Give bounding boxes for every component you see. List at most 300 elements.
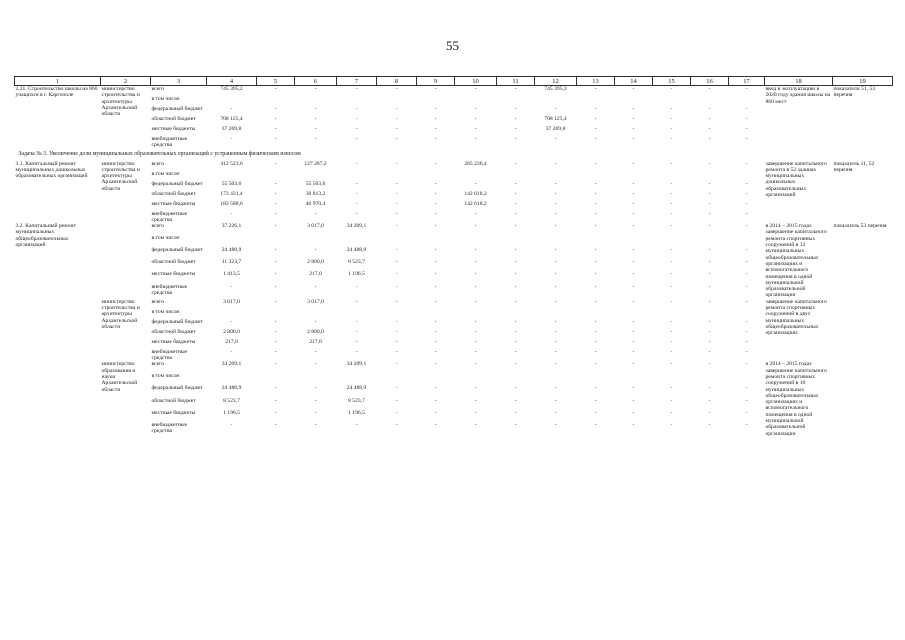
amount-cell: -: [474, 283, 477, 290]
amount-cell: 37 226,1: [221, 223, 242, 230]
amount-cell: -: [434, 259, 437, 266]
amount-cell: -: [554, 361, 557, 368]
column-number-14: 14: [615, 77, 653, 86]
amount-cell: 217,0: [309, 338, 322, 345]
amount-cell: -: [474, 421, 477, 428]
amount-cell: -: [745, 180, 748, 187]
amount-cell: 24 488,9: [221, 385, 242, 392]
amount-cell: -: [395, 126, 398, 132]
amount-cell: [615, 96, 653, 106]
funding-source: всего: [151, 86, 165, 92]
amount-cell: -: [594, 106, 597, 112]
amount-cell: -: [314, 421, 317, 428]
funding-source: областной бюджет: [151, 116, 196, 122]
funding-source: областной бюджет: [151, 328, 196, 335]
indicator-reference: [833, 299, 893, 362]
amount-cell: [577, 235, 615, 247]
funding-source: федеральный бюджет: [151, 247, 203, 254]
amount-cell: -: [632, 210, 635, 217]
amount-cell: [455, 373, 497, 385]
amount-cell: -: [670, 328, 673, 335]
amount-cell: [729, 235, 765, 247]
amount-cell: [497, 373, 535, 385]
amount-cell: -: [594, 421, 597, 428]
amount-cell: 217,0: [225, 338, 238, 345]
amount-cell: -: [708, 271, 711, 278]
measure-name: 3.2. Капитальный ремонт муниципальных общеобразовательных организаций: [15, 223, 76, 249]
amount-cell: -: [474, 385, 477, 392]
amount-cell: -: [395, 200, 398, 207]
amount-cell: 37 269,8: [545, 126, 566, 132]
amount-cell: -: [355, 106, 358, 112]
amount-cell: -: [434, 283, 437, 290]
amount-cell: -: [434, 298, 437, 305]
amount-cell: -: [708, 106, 711, 112]
amount-cell: -: [514, 136, 517, 142]
amount-cell: [615, 373, 653, 385]
amount-cell: -: [355, 421, 358, 428]
amount-cell: -: [708, 338, 711, 345]
amount-cell: -: [514, 106, 517, 112]
amount-cell: -: [745, 86, 748, 92]
amount-cell: [615, 171, 653, 181]
amount-cell: [207, 96, 257, 106]
amount-cell: -: [274, 338, 277, 345]
amount-cell: -: [670, 348, 673, 355]
amount-cell: -: [745, 116, 748, 122]
amount-cell: -: [514, 338, 517, 345]
amount-cell: -: [670, 223, 673, 230]
amount-cell: 183 588,6: [220, 200, 243, 207]
amount-cell: [615, 235, 653, 247]
amount-cell: 1 196,5: [348, 409, 365, 416]
amount-cell: -: [434, 247, 437, 254]
table-row: [15, 361, 893, 373]
amount-cell: [653, 235, 691, 247]
amount-cell: -: [514, 298, 517, 305]
budget-table-wrapper: [14, 76, 892, 437]
amount-cell: 34 209,1: [346, 361, 367, 368]
amount-cell: -: [514, 190, 517, 197]
amount-cell: -: [395, 338, 398, 345]
amount-cell: 8 523,7: [348, 259, 365, 266]
amount-cell: -: [554, 259, 557, 266]
amount-cell: [535, 235, 577, 247]
amount-cell: -: [395, 318, 398, 325]
amount-cell: -: [434, 318, 437, 325]
amount-cell: 2 800,0: [307, 259, 324, 266]
amount-cell: -: [355, 126, 358, 132]
amount-cell: [295, 235, 337, 247]
amount-cell: -: [395, 106, 398, 112]
amount-cell: -: [474, 338, 477, 345]
column-number-17: 17: [729, 77, 765, 86]
amount-cell: -: [395, 348, 398, 355]
amount-cell: -: [395, 361, 398, 368]
amount-cell: [497, 96, 535, 106]
amount-cell: 285 236,4: [464, 160, 487, 167]
amount-cell: -: [230, 318, 233, 325]
amount-cell: 142 618,2: [464, 190, 487, 197]
amount-cell: [535, 373, 577, 385]
amount-cell: [455, 96, 497, 106]
amount-cell: -: [474, 116, 477, 122]
amount-cell: -: [554, 200, 557, 207]
amount-cell: 40 970,4: [305, 200, 326, 207]
amount-cell: 708 125,4: [220, 116, 243, 122]
column-number-16: 16: [691, 77, 729, 86]
amount-cell: -: [594, 361, 597, 368]
amount-cell: -: [514, 348, 517, 355]
amount-cell: -: [708, 126, 711, 132]
amount-cell: -: [355, 180, 358, 187]
amount-cell: -: [355, 298, 358, 305]
amount-cell: 142 618,2: [464, 200, 487, 207]
funding-source: внебюджетные средства: [151, 348, 188, 362]
amount-cell: -: [514, 180, 517, 187]
amount-cell: -: [314, 318, 317, 325]
amount-cell: 24 488,9: [346, 385, 367, 392]
amount-cell: -: [395, 223, 398, 230]
amount-cell: -: [708, 318, 711, 325]
amount-cell: -: [594, 271, 597, 278]
expected-result: завершение капитального ремонта в 52 зданиях муниципальных дошкольных образовательных организаций: [765, 160, 827, 199]
amount-cell: [497, 171, 535, 181]
amount-cell: -: [670, 190, 673, 197]
funding-source: в том числе:: [151, 235, 181, 242]
amount-cell: -: [230, 283, 233, 290]
amount-cell: -: [594, 247, 597, 254]
amount-cell: [257, 96, 295, 106]
amount-cell: -: [474, 106, 477, 112]
amount-cell: -: [670, 298, 673, 305]
amount-cell: -: [745, 160, 748, 167]
amount-cell: -: [632, 421, 635, 428]
indicator-reference: показатели 51, 53 перечня: [833, 86, 876, 99]
amount-cell: -: [632, 136, 635, 142]
amount-cell: -: [274, 126, 277, 132]
amount-cell: -: [314, 361, 317, 368]
amount-cell: -: [708, 190, 711, 197]
amount-cell: -: [514, 210, 517, 217]
amount-cell: -: [708, 259, 711, 266]
amount-cell: [455, 309, 497, 319]
amount-cell: -: [632, 190, 635, 197]
amount-cell: -: [514, 271, 517, 278]
amount-cell: -: [594, 409, 597, 416]
amount-cell: [691, 96, 729, 106]
amount-cell: [577, 96, 615, 106]
amount-cell: -: [434, 385, 437, 392]
amount-cell: -: [274, 223, 277, 230]
amount-cell: -: [554, 338, 557, 345]
amount-cell: -: [314, 283, 317, 290]
amount-cell: -: [745, 106, 748, 112]
amount-cell: [377, 96, 417, 106]
amount-cell: -: [434, 348, 437, 355]
amount-cell: -: [274, 210, 277, 217]
amount-cell: 3 017,0: [307, 298, 324, 305]
column-number-6: 6: [295, 77, 337, 86]
amount-cell: 1 413,5: [223, 271, 240, 278]
amount-cell: -: [434, 86, 437, 92]
amount-cell: -: [594, 116, 597, 122]
amount-cell: -: [355, 348, 358, 355]
funding-source: в том числе:: [151, 170, 181, 177]
amount-cell: -: [745, 298, 748, 305]
amount-cell: -: [708, 348, 711, 355]
amount-cell: [337, 235, 377, 247]
amount-cell: -: [314, 397, 317, 404]
amount-cell: 1 196,5: [223, 409, 240, 416]
funding-source: в том числе:: [151, 308, 181, 315]
column-number-8: 8: [377, 77, 417, 86]
amount-cell: [337, 309, 377, 319]
amount-cell: -: [314, 136, 317, 142]
amount-cell: -: [632, 86, 635, 92]
amount-cell: -: [434, 338, 437, 345]
amount-cell: -: [594, 223, 597, 230]
column-number-row: [15, 77, 893, 86]
amount-cell: -: [554, 160, 557, 167]
amount-cell: [337, 373, 377, 385]
amount-cell: -: [745, 283, 748, 290]
amount-cell: -: [745, 259, 748, 266]
amount-cell: -: [434, 271, 437, 278]
amount-cell: [257, 373, 295, 385]
amount-cell: -: [395, 283, 398, 290]
amount-cell: -: [670, 338, 673, 345]
amount-cell: -: [670, 116, 673, 122]
amount-cell: -: [514, 318, 517, 325]
amount-cell: 3 017,0: [223, 298, 240, 305]
amount-cell: -: [594, 397, 597, 404]
amount-cell: -: [355, 283, 358, 290]
amount-cell: -: [708, 160, 711, 167]
amount-cell: -: [632, 361, 635, 368]
amount-cell: -: [274, 298, 277, 305]
amount-cell: -: [554, 318, 557, 325]
amount-cell: -: [395, 180, 398, 187]
amount-cell: -: [395, 190, 398, 197]
funding-source: внебюджетные средства: [151, 210, 188, 223]
amount-cell: -: [632, 385, 635, 392]
amount-cell: [653, 171, 691, 181]
amount-cell: [417, 235, 455, 247]
amount-cell: -: [594, 160, 597, 167]
amount-cell: 34 209,1: [221, 361, 242, 368]
amount-cell: [207, 309, 257, 319]
amount-cell: -: [745, 409, 748, 416]
amount-cell: -: [632, 318, 635, 325]
amount-cell: -: [554, 247, 557, 254]
executor: [101, 223, 151, 299]
amount-cell: -: [395, 160, 398, 167]
funding-source: внебюджетные средства: [151, 421, 188, 434]
amount-cell: -: [594, 338, 597, 345]
amount-cell: -: [632, 409, 635, 416]
amount-cell: -: [670, 361, 673, 368]
column-number-9: 9: [417, 77, 455, 86]
amount-cell: -: [514, 223, 517, 230]
amount-cell: -: [274, 271, 277, 278]
amount-cell: -: [670, 200, 673, 207]
amount-cell: -: [514, 160, 517, 167]
amount-cell: -: [745, 190, 748, 197]
task-row: [15, 149, 893, 161]
amount-cell: -: [274, 397, 277, 404]
expected-result: ввод в эксплуатацию в 2020 году здания школы на 860 мест: [765, 86, 831, 105]
amount-cell: -: [670, 421, 673, 428]
amount-cell: 30 813,2: [305, 190, 326, 197]
amount-cell: -: [355, 328, 358, 335]
amount-cell: 24 488,9: [346, 247, 367, 254]
amount-cell: -: [314, 210, 317, 217]
amount-cell: -: [514, 283, 517, 290]
amount-cell: -: [708, 210, 711, 217]
amount-cell: -: [594, 180, 597, 187]
amount-cell: -: [708, 385, 711, 392]
budget-table: [14, 76, 893, 437]
indicator-reference: показатель 11, 52 перечня: [833, 160, 875, 173]
measure-name: [15, 361, 101, 437]
amount-cell: -: [434, 361, 437, 368]
amount-cell: -: [434, 328, 437, 335]
amount-cell: -: [395, 136, 398, 142]
indicator-reference: [833, 361, 893, 437]
amount-cell: -: [395, 409, 398, 416]
amount-cell: [257, 235, 295, 247]
amount-cell: -: [594, 126, 597, 132]
amount-cell: -: [670, 385, 673, 392]
amount-cell: -: [670, 271, 673, 278]
amount-cell: [207, 235, 257, 247]
amount-cell: -: [745, 328, 748, 335]
funding-source: в том числе:: [151, 96, 181, 102]
amount-cell: 2 800,0: [223, 328, 240, 335]
amount-cell: -: [554, 180, 557, 187]
amount-cell: 11 323,7: [221, 259, 242, 266]
amount-cell: [691, 235, 729, 247]
amount-cell: -: [474, 328, 477, 335]
amount-cell: 37 269,8: [221, 126, 242, 132]
amount-cell: -: [632, 338, 635, 345]
amount-cell: -: [474, 210, 477, 217]
amount-cell: -: [514, 361, 517, 368]
amount-cell: -: [230, 106, 233, 112]
amount-cell: -: [230, 136, 233, 142]
amount-cell: [729, 96, 765, 106]
amount-cell: [207, 171, 257, 181]
amount-cell: -: [434, 136, 437, 142]
column-number-7: 7: [337, 77, 377, 86]
amount-cell: -: [708, 200, 711, 207]
amount-cell: -: [708, 328, 711, 335]
column-number-13: 13: [577, 77, 615, 86]
amount-cell: -: [434, 409, 437, 416]
amount-cell: -: [594, 385, 597, 392]
amount-cell: -: [514, 385, 517, 392]
column-number-11: 11: [497, 77, 535, 86]
amount-cell: -: [474, 223, 477, 230]
amount-cell: -: [474, 397, 477, 404]
amount-cell: -: [632, 180, 635, 187]
amount-cell: -: [594, 136, 597, 142]
amount-cell: -: [632, 247, 635, 254]
amount-cell: -: [670, 259, 673, 266]
amount-cell: 127 287,2: [304, 160, 327, 167]
amount-cell: -: [514, 116, 517, 122]
amount-cell: -: [314, 247, 317, 254]
amount-cell: -: [594, 318, 597, 325]
measure-name: 2.21. Строительство школы на 860 учащихся в г. Каргополе: [15, 86, 98, 99]
amount-cell: [729, 373, 765, 385]
amount-cell: 24 488,9: [221, 247, 242, 254]
amount-cell: -: [554, 397, 557, 404]
amount-cell: -: [554, 136, 557, 142]
amount-cell: -: [395, 328, 398, 335]
amount-cell: -: [632, 283, 635, 290]
amount-cell: 173 431,4: [220, 190, 243, 197]
amount-cell: -: [314, 385, 317, 392]
indicator-reference: показатель 53 перечня: [833, 223, 887, 230]
amount-cell: [455, 171, 497, 181]
funding-source: федеральный бюджет: [151, 385, 203, 392]
amount-cell: 34 209,1: [346, 223, 367, 230]
amount-cell: -: [395, 86, 398, 92]
amount-cell: -: [632, 298, 635, 305]
amount-cell: -: [355, 210, 358, 217]
amount-cell: [295, 96, 337, 106]
amount-cell: -: [670, 86, 673, 92]
amount-cell: -: [554, 210, 557, 217]
amount-cell: 55 503,6: [305, 180, 326, 187]
amount-cell: -: [594, 86, 597, 92]
amount-cell: -: [314, 348, 317, 355]
amount-cell: [417, 171, 455, 181]
funding-source: областной бюджет: [151, 190, 196, 197]
amount-cell: -: [355, 200, 358, 207]
amount-cell: -: [355, 318, 358, 325]
funding-source: всего: [151, 361, 165, 368]
amount-cell: [417, 373, 455, 385]
amount-cell: -: [434, 421, 437, 428]
amount-cell: -: [745, 126, 748, 132]
funding-source: местные бюджеты: [151, 409, 196, 416]
expected-result: в 2014 – 2015 годах завершение капитального ремонта спортивных сооружений в 10 муниципальных общеобразовательных организациях и вспомогательного помещения в одной муниципальной образовательной организации: [765, 361, 827, 437]
column-number-19: 19: [833, 77, 893, 86]
amount-cell: -: [314, 126, 317, 132]
amount-cell: [535, 309, 577, 319]
amount-cell: 217,0: [309, 271, 322, 278]
amount-cell: [337, 171, 377, 181]
amount-cell: -: [554, 409, 557, 416]
amount-cell: -: [355, 338, 358, 345]
amount-cell: [417, 309, 455, 319]
funding-source: федеральный бюджет: [151, 106, 203, 112]
amount-cell: [653, 96, 691, 106]
column-number-4: 4: [207, 77, 257, 86]
executor: министерство образования и науки Архангельской области: [101, 361, 138, 393]
amount-cell: -: [395, 271, 398, 278]
amount-cell: -: [745, 200, 748, 207]
amount-cell: -: [514, 397, 517, 404]
funding-source: всего: [151, 223, 165, 230]
amount-cell: -: [434, 180, 437, 187]
amount-cell: -: [514, 421, 517, 428]
amount-cell: -: [632, 397, 635, 404]
amount-cell: -: [670, 318, 673, 325]
